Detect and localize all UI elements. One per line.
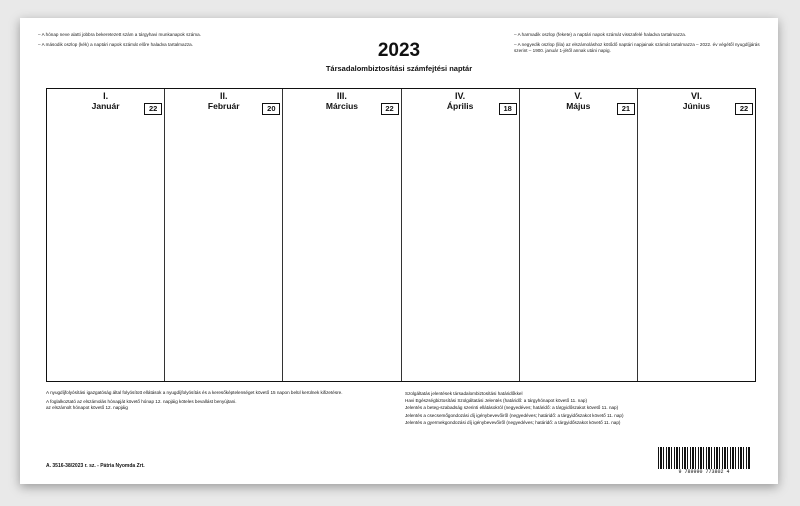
calendar-subtitle: Társadalombiztosítási számfejtési naptár: [325, 64, 473, 73]
month-roman: IV.: [455, 91, 466, 101]
month-header: [283, 89, 400, 115]
footer-left-3: az elszámolt hónapot követő 12. napjáig: [46, 405, 128, 410]
month-name: Április: [446, 101, 474, 111]
workdays-badge: 20: [262, 103, 280, 115]
workdays-badge: 22: [381, 103, 399, 115]
footer-right-5: Jelentés a gyermekgondozási díj igénybevevőiről (negyedéves; határidő: a tárgyidőszakot követő 11. nap): [405, 419, 621, 425]
barcode-number: 9 789990 773802 4: [678, 469, 730, 475]
note-left-1: – A hónap neve alatti jobbra bekeretezett szám a tárgyhavi munkanapok száma.: [38, 32, 201, 37]
month-header: [402, 89, 519, 115]
month-header: [165, 89, 282, 115]
note-right-1: – A harmadik oszlop (fekete) a naptári napok számát visszafelé haladva tartalmazza.: [514, 32, 687, 37]
footer-left: [46, 390, 376, 411]
month-name: Március: [325, 101, 358, 111]
month-roman: I.: [103, 91, 109, 101]
month-name: Június: [682, 101, 711, 111]
footer-left-2: A foglalkoztató az elszámolás hónapját követő hónap 12. napjáig köteles bevallást benyújtani.: [46, 399, 237, 404]
month-column: [638, 89, 755, 381]
month-column: [520, 89, 638, 381]
calendar-card: [20, 18, 778, 484]
month-column: [402, 89, 520, 381]
month-name: Február: [207, 101, 240, 111]
footer-right: [405, 390, 755, 426]
note-left-2: – A második oszlop (kék) a naptári napok számát előre haladva tartalmazza.: [38, 42, 193, 47]
month-roman: VI.: [690, 91, 702, 101]
month-column: [165, 89, 283, 381]
footer-left-1: A nyugdíjfolyósítási igazgatóság által folyósított ellátások a nyugdíjfolyósítás és a keresőképtelenséget követő 15 napon belül kerülnek kifizetésre.: [46, 390, 343, 395]
year-title: 2023: [377, 40, 421, 61]
workdays-badge: 22: [144, 103, 162, 115]
print-code: A. 3516-38/2023 r. sz. - Pátria Nyomda Zrt.: [46, 463, 145, 469]
month-header: [520, 89, 637, 115]
month-header: [638, 89, 755, 115]
month-roman: III.: [336, 91, 347, 101]
note-right-2: – A negyedik oszlop (lila) az elszámoláshoz kötődő naptári napjainak számát tartalmazza – 2022. év végétől nyugdíjjárás szerint – 1900. január 1-jétől annak utáni napig.: [514, 42, 760, 53]
barcode: [658, 447, 750, 469]
month-roman: V.: [574, 91, 583, 101]
month-column: [283, 89, 401, 381]
month-roman: II.: [220, 91, 228, 101]
month-name: Január: [91, 101, 120, 111]
month-name: Május: [566, 101, 591, 111]
footer-right-2: Havi Egészségbiztosítási Szolgáltatási Jelentés (határidő: a tárgyhónapot követő 11. nap): [405, 398, 587, 404]
workdays-badge: 18: [499, 103, 517, 115]
footer-right-3: Jelentés a beteg-szabadság szerinti ellátásokról (negyedéves; határidő: a tárgyidőszakot követő 11. nap): [405, 405, 619, 411]
workdays-badge: 21: [617, 103, 635, 115]
footer-right-1: Szolgáltatás jelentések társadalombiztosítási határidőkkel: [405, 391, 523, 396]
month-header: [47, 89, 164, 115]
month-column: [47, 89, 165, 381]
footer-right-4: Jelentés a csecsemőgondozási díj igénybevevőiről (negyedéves; határidő: a tárgyidőszakot követő 11. nap): [405, 412, 624, 418]
workdays-badge: 22: [735, 103, 753, 115]
calendar-grid: [46, 88, 756, 382]
